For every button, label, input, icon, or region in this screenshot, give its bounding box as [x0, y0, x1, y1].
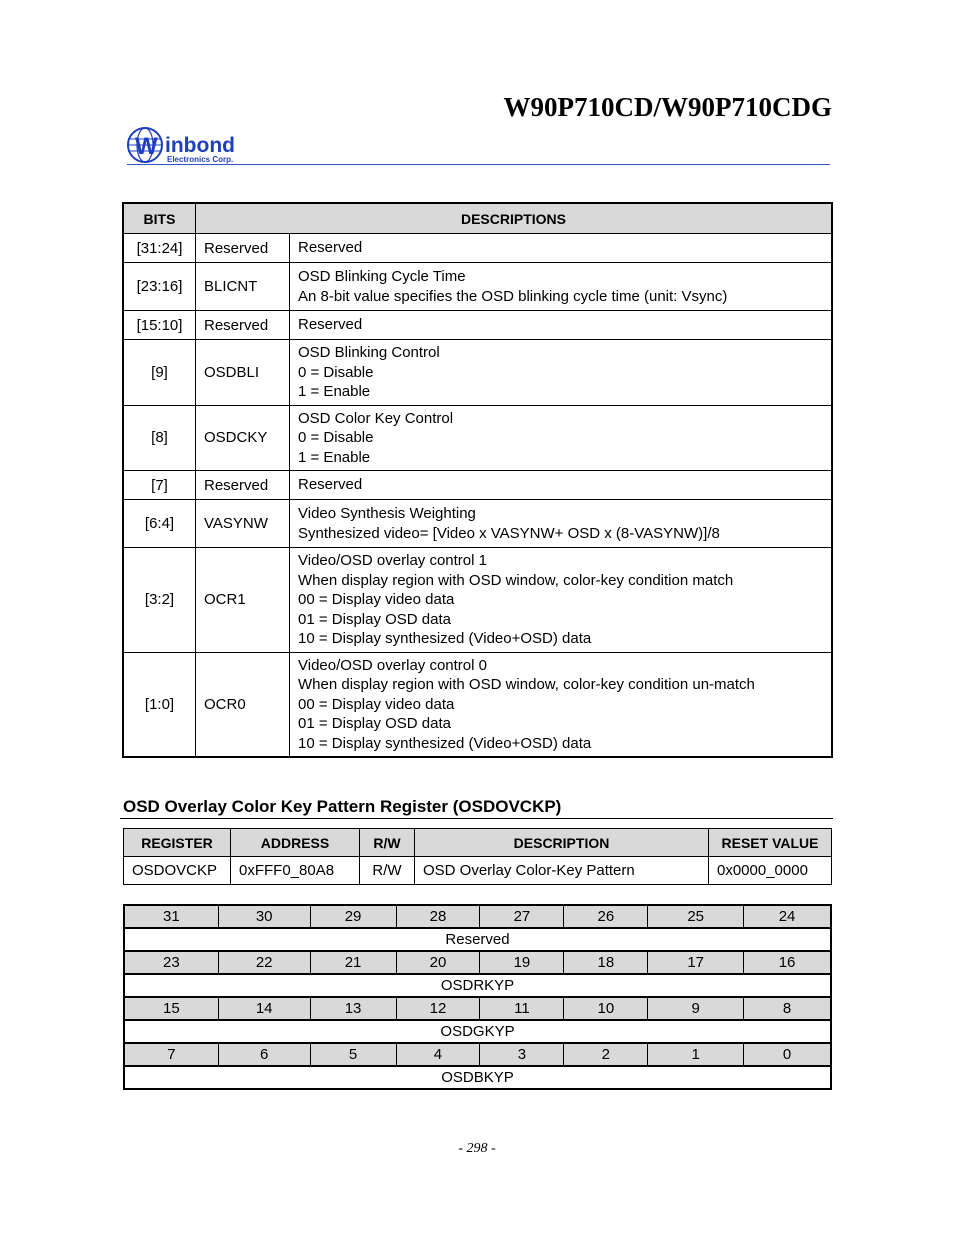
- description-col-header: DESCRIPTION: [415, 829, 709, 857]
- address-col-header: ADDRESS: [231, 829, 360, 857]
- bit-number: 9: [648, 997, 744, 1020]
- bit-range: [9]: [124, 340, 196, 406]
- description-line: OSD Blinking Control: [298, 344, 440, 361]
- bit-range: [7]: [124, 471, 196, 500]
- bit-number-row: [124, 997, 831, 1020]
- bits-row: [124, 652, 832, 757]
- description-line: 10 = Display synthesized (Video+OSD) data: [298, 630, 592, 647]
- description-line: 10 = Display synthesized (Video+OSD) data: [298, 734, 592, 752]
- bit-number: 13: [310, 997, 396, 1020]
- description-line: OSD Color Key Control: [298, 409, 454, 427]
- bit-field-name: Reserved: [196, 311, 290, 340]
- description-line: 0 = Disable: [298, 429, 374, 446]
- description-line: OSD Blinking Cycle Time: [298, 268, 466, 285]
- bits-row: [124, 405, 832, 471]
- bits-row: [124, 263, 832, 311]
- bit-map-body: [124, 905, 831, 1089]
- bit-number: 19: [480, 951, 564, 974]
- bit-description: [290, 311, 832, 340]
- bits-row: [124, 340, 832, 406]
- bit-number-row: [124, 1043, 831, 1066]
- bit-field-name: VASYNW: [196, 500, 290, 548]
- bit-number: 20: [396, 951, 480, 974]
- bits-table-body: [124, 234, 832, 757]
- descriptions-column-header: DESCRIPTIONS: [196, 204, 832, 234]
- bit-number: 15: [124, 997, 218, 1020]
- bit-field-name: OCR1: [196, 548, 290, 653]
- bit-range: [3:2]: [124, 548, 196, 653]
- description-line: 00 = Display video data: [298, 591, 455, 608]
- document-title: W90P710CD/W90P710CDG: [503, 92, 832, 122]
- bit-number: 11: [480, 997, 564, 1020]
- bit-field-name: OCR0: [196, 652, 290, 757]
- bit-number: 25: [648, 905, 744, 928]
- bit-number: 24: [744, 905, 831, 928]
- bit-number: 4: [396, 1043, 480, 1066]
- bit-number: 2: [564, 1043, 648, 1066]
- bit-number: 18: [564, 951, 648, 974]
- reset-col-header: RESET VALUE: [709, 829, 832, 857]
- bit-number: 10: [564, 997, 648, 1020]
- description-line: 00 = Display video data: [298, 695, 455, 713]
- description-line: 0 = Disable: [298, 363, 374, 381]
- header-rule: [127, 164, 830, 165]
- description-line: 01 = Display OSD data: [298, 715, 451, 732]
- bit-number: 16: [744, 951, 831, 974]
- bit-field-row: [124, 928, 831, 951]
- bit-description: [290, 548, 832, 653]
- bit-field-name: OSDCKY: [196, 405, 290, 471]
- bits-column-header: BITS: [124, 204, 196, 234]
- register-address: 0xFFF0_80A8: [231, 857, 360, 885]
- logo-word: inbond: [165, 134, 235, 157]
- register-reset-value: 0x0000_0000: [709, 857, 832, 885]
- bits-row: [124, 311, 832, 340]
- bit-range: [1:0]: [124, 652, 196, 757]
- description-line: When display region with OSD window, color-key condition match: [298, 571, 734, 589]
- bit-number: 31: [124, 905, 218, 928]
- bits-row: [124, 471, 832, 500]
- description-line: 01 = Display OSD data: [298, 610, 451, 628]
- bit-number: 12: [396, 997, 480, 1020]
- bit-field-row: [124, 1066, 831, 1089]
- register-description: OSD Overlay Color-Key Pattern: [415, 857, 709, 885]
- section-heading: OSD Overlay Color Key Pattern Register (OSDOVCKP): [123, 797, 562, 816]
- page-number: - 298 -: [458, 1141, 496, 1156]
- bit-number: 14: [218, 997, 310, 1020]
- register-header-row: [124, 829, 832, 857]
- bit-field-name: BLICNT: [196, 263, 290, 311]
- register-row: [124, 857, 832, 885]
- description-line: Reserved: [298, 476, 363, 494]
- bit-number: 1: [648, 1043, 744, 1066]
- bit-number: 5: [310, 1043, 396, 1066]
- bit-field-name: Reserved: [196, 471, 290, 500]
- bit-description: [290, 500, 832, 548]
- bit-number: 22: [218, 951, 310, 974]
- bit-description: [290, 652, 832, 757]
- svg-text:W: W: [135, 133, 158, 160]
- bit-field-label: OSDGKYP: [124, 1020, 831, 1043]
- register-name: OSDOVCKP: [124, 857, 231, 885]
- description-line: When display region with OSD window, color-key condition un-match: [298, 676, 755, 693]
- register-rw: R/W: [360, 857, 415, 885]
- bit-range: [31:24]: [124, 234, 196, 263]
- bit-description: [290, 340, 832, 406]
- bit-range: [8]: [124, 405, 196, 471]
- bit-field-row: [124, 1020, 831, 1043]
- bit-range: [15:10]: [124, 311, 196, 340]
- register-col-header: REGISTER: [124, 829, 231, 857]
- description-line: 1 = Enable: [298, 383, 371, 400]
- register-table: [123, 828, 832, 885]
- bit-number: 7: [124, 1043, 218, 1066]
- bit-number: 21: [310, 951, 396, 974]
- description-line: Reserved: [298, 239, 363, 257]
- rw-col-header: R/W: [360, 829, 415, 857]
- bit-number: 0: [744, 1043, 831, 1066]
- section-rule: [120, 818, 833, 819]
- description-line: Video/OSD overlay control 1: [298, 552, 487, 569]
- bit-range: [6:4]: [124, 500, 196, 548]
- description-line: 1 = Enable: [298, 448, 371, 466]
- bit-number: 8: [744, 997, 831, 1020]
- bit-map-table: [123, 904, 832, 1090]
- bit-field-label: OSDBKYP: [124, 1066, 831, 1089]
- bit-field-name: OSDBLI: [196, 340, 290, 406]
- bit-description: [290, 263, 832, 311]
- bit-number-row: [124, 905, 831, 928]
- description-line: Video Synthesis Weighting: [298, 505, 476, 522]
- bit-descriptions-table: [123, 203, 832, 757]
- bit-field-row: [124, 974, 831, 997]
- bit-number: 6: [218, 1043, 310, 1066]
- winbond-logo: [127, 125, 257, 167]
- bit-number: 17: [648, 951, 744, 974]
- bit-number: 27: [480, 905, 564, 928]
- bit-number: 30: [218, 905, 310, 928]
- bit-description: [290, 234, 832, 263]
- bit-field-name: Reserved: [196, 234, 290, 263]
- description-line: An 8-bit value specifies the OSD blinking cycle time (unit: Vsync): [298, 287, 728, 305]
- description-line: Video/OSD overlay control 0: [298, 656, 487, 674]
- description-line: Reserved: [298, 316, 363, 334]
- bits-row: [124, 234, 832, 263]
- bit-field-label: Reserved: [124, 928, 831, 951]
- bit-description: [290, 471, 832, 500]
- bit-number: 28: [396, 905, 480, 928]
- logo-subtitle: Electronics Corp.: [167, 155, 234, 164]
- bits-row: [124, 500, 832, 548]
- bit-field-label: OSDRKYP: [124, 974, 831, 997]
- description-line: Synthesized video= [Video x VASYNW+ OSD x (8-VASYNW)]/8: [298, 524, 720, 542]
- bit-number: 29: [310, 905, 396, 928]
- bits-header-row: [124, 204, 832, 234]
- bit-range: [23:16]: [124, 263, 196, 311]
- bit-number: 26: [564, 905, 648, 928]
- bit-number: 23: [124, 951, 218, 974]
- bit-number-row: [124, 951, 831, 974]
- bit-description: [290, 405, 832, 471]
- bit-number: 3: [480, 1043, 564, 1066]
- bits-row: [124, 548, 832, 653]
